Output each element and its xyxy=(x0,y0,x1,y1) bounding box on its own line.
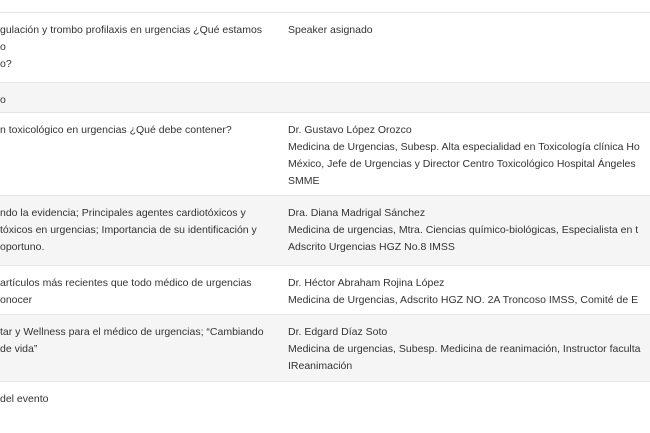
topic-line: ndo la evidencia; Principales agentes cardiotóxicos y xyxy=(0,207,246,219)
speaker-cell xyxy=(288,275,650,309)
topic-line: oportuno. xyxy=(0,241,45,253)
speaker-line: Medicina de urgencias, Mtra. Ciencias químico-biológicas, Especialista en t xyxy=(288,224,639,236)
speaker-name: Dr. Héctor Abraham Rojina López xyxy=(288,277,445,289)
table-row xyxy=(0,381,650,414)
topic-line: tar y Wellness para el médico de urgencias; “Cambiando xyxy=(0,326,264,338)
speaker-name: Dr. Edgard Díaz Soto xyxy=(288,326,388,338)
table-row xyxy=(0,12,650,82)
speaker-line: Medicina de urgencias, Subesp. Medicina de reanimación, Instructor faculta xyxy=(288,343,641,355)
topic-line: artículos más recientes que todo médico de urgencias xyxy=(0,277,252,289)
topic-cell xyxy=(0,22,280,73)
speaker-line: Medicina de Urgencias, Subesp. Alta especialidad en Toxicología clínica Ho xyxy=(288,141,640,153)
speaker-cell xyxy=(288,22,650,39)
topic-line: o xyxy=(0,94,6,106)
speaker-line: Speaker asignado xyxy=(288,24,373,36)
topic-cell xyxy=(0,92,280,109)
table-row xyxy=(0,112,650,195)
speaker-name: Dr. Gustavo López Orozco xyxy=(288,124,412,136)
topic-line: de vida” xyxy=(0,343,38,355)
speaker-name: Dra. Diana Madrigal Sánchez xyxy=(288,207,426,219)
table-row xyxy=(0,265,650,314)
speaker-line: SMME xyxy=(288,175,320,187)
topic-line: del evento xyxy=(0,393,49,405)
topic-cell xyxy=(0,391,280,408)
topic-cell xyxy=(0,205,280,256)
speaker-line: Adscrito Urgencias HGZ No.8 IMSS xyxy=(288,241,455,253)
table-row xyxy=(0,195,650,265)
table-row xyxy=(0,82,650,112)
speaker-cell xyxy=(288,324,650,375)
topic-line: o? xyxy=(0,58,12,70)
speaker-cell xyxy=(288,205,650,256)
topic-cell xyxy=(0,275,280,309)
topic-cell xyxy=(0,324,280,358)
topic-line: onocer xyxy=(0,294,33,306)
topic-line: n toxicológico en urgencias ¿Qué debe contener? xyxy=(0,124,232,136)
topic-line: tóxicos en urgencias; Importancia de su identificación y xyxy=(0,224,257,236)
speaker-line: México, Jefe de Urgencias y Director Centro Toxicológico Hospital Ángeles xyxy=(288,158,636,170)
speaker-line: Medicina de Urgencias, Adscrito HGZ NO. 2A Troncoso IMSS, Comité de E xyxy=(288,294,639,306)
topic-line: o xyxy=(0,41,6,53)
topic-cell xyxy=(0,122,280,139)
table-row xyxy=(0,314,650,381)
speaker-line: IReanimación xyxy=(288,360,353,372)
topic-line: gulación y trombo profilaxis en urgencias ¿Qué estamos xyxy=(0,24,263,36)
speaker-cell xyxy=(288,122,650,190)
